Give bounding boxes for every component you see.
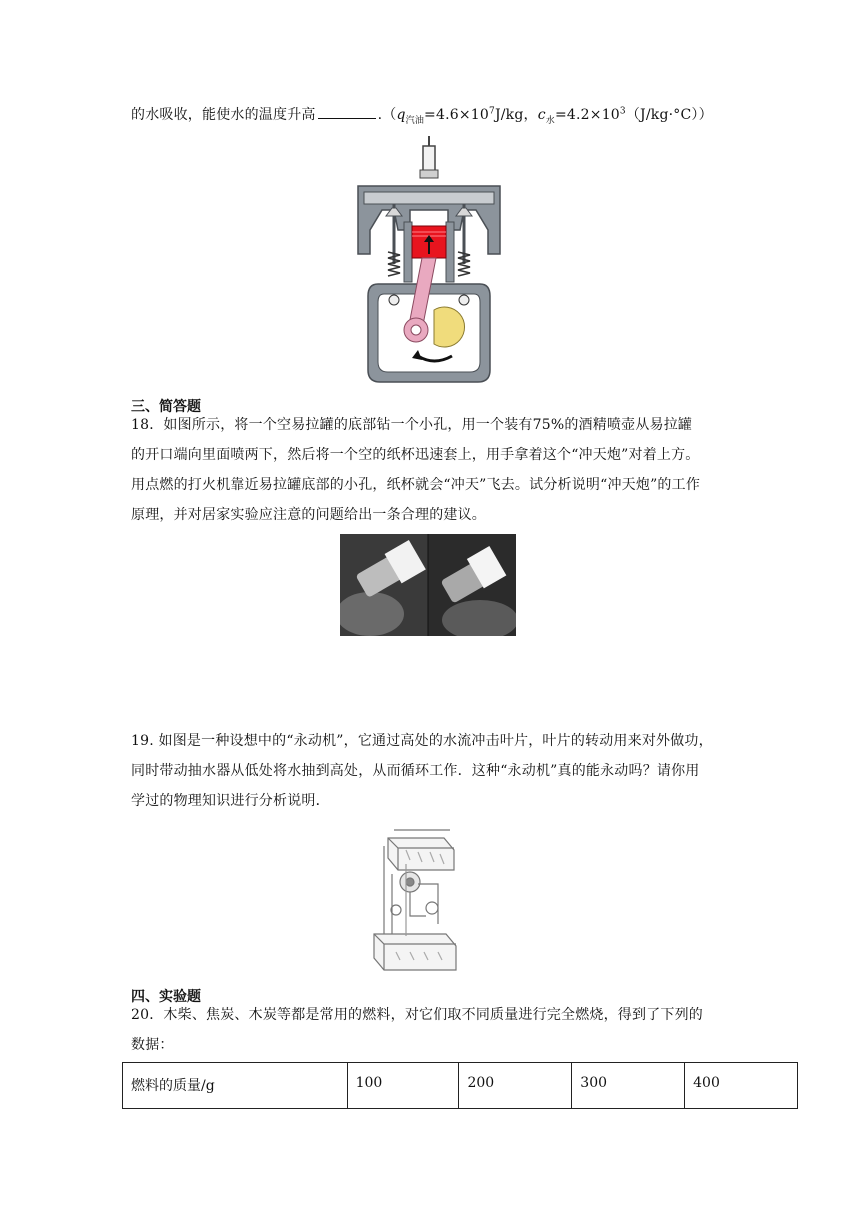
q19-line-3: 学过的物理知识进行分析说明． <box>131 793 330 809</box>
perpetual-motion-diagram <box>366 824 476 978</box>
q20-line-1: 20．木柴、焦炭、木炭等都是常用的燃料，对它们取不同质量进行完全燃烧，得到了下列的 <box>131 1007 704 1023</box>
table-cell: 400 <box>685 1063 798 1109</box>
q19-line-2: 同时带动抽水器从低处将水抽到高处，从而循环工作．这种“永动机”真的能永动吗？请你用 <box>131 763 700 779</box>
table-cell: 300 <box>572 1063 685 1109</box>
q17-punct: .（ <box>377 107 397 123</box>
answer-blank <box>318 106 376 119</box>
q18-line-3: 用点燃的打火机靠近易拉罐底部的小孔，纸杯就会“冲天”飞去。试分析说明“冲天炮”的工作 <box>131 477 701 493</box>
spark-plug-icon <box>420 136 438 178</box>
q-unit: J/kg， <box>494 107 538 123</box>
engine-diagram <box>356 134 502 384</box>
c-exponent: 3 <box>619 106 626 117</box>
table-row <box>123 1063 798 1109</box>
c-symbol: c <box>537 107 546 123</box>
q18-line-1: 18．如图所示，将一个空易拉罐的底部钻一个小孔，用一个装有75%的酒精喷壶从易拉罐 <box>131 417 693 433</box>
c-unit: （J/kg·°C）） <box>625 107 713 123</box>
table-cell: 200 <box>459 1063 572 1109</box>
rocket-can-photo <box>340 534 516 636</box>
c-subscript: 水 <box>545 115 555 126</box>
q19-line-1: 19. 如图是一种设想中的“永动机”，它通过高处的水流冲击叶片，叶片的转动用来对外做功， <box>131 733 713 749</box>
q20-line-2: 数据： <box>131 1037 174 1053</box>
q17-formula-line <box>131 104 713 126</box>
q-subscript: 汽油 <box>405 115 425 126</box>
q-symbol: q <box>396 107 406 123</box>
fuel-data-table <box>122 1062 798 1109</box>
section-heading-experiment: 四、实验题 <box>131 989 201 1005</box>
q17-text: 的水吸收，能使水的温度升高 <box>131 107 316 123</box>
table-cell: 100 <box>347 1063 459 1109</box>
q18-line-2: 的开口端向里面喷两下，然后将一个空的纸杯迅速套上，用手拿着这个“冲天炮”对着上方。 <box>131 447 700 463</box>
piston <box>412 226 446 258</box>
q-exponent: 7 <box>489 106 495 117</box>
q-value: =4.6×10 <box>424 107 489 123</box>
section-heading-short-answer: 三、简答题 <box>131 399 201 415</box>
table-header-cell: 燃料的质量/g <box>123 1063 348 1109</box>
c-value: =4.2×10 <box>554 107 620 123</box>
q18-line-4: 原理，并对居家实验应注意的问题给出一条合理的建议。 <box>131 507 486 523</box>
